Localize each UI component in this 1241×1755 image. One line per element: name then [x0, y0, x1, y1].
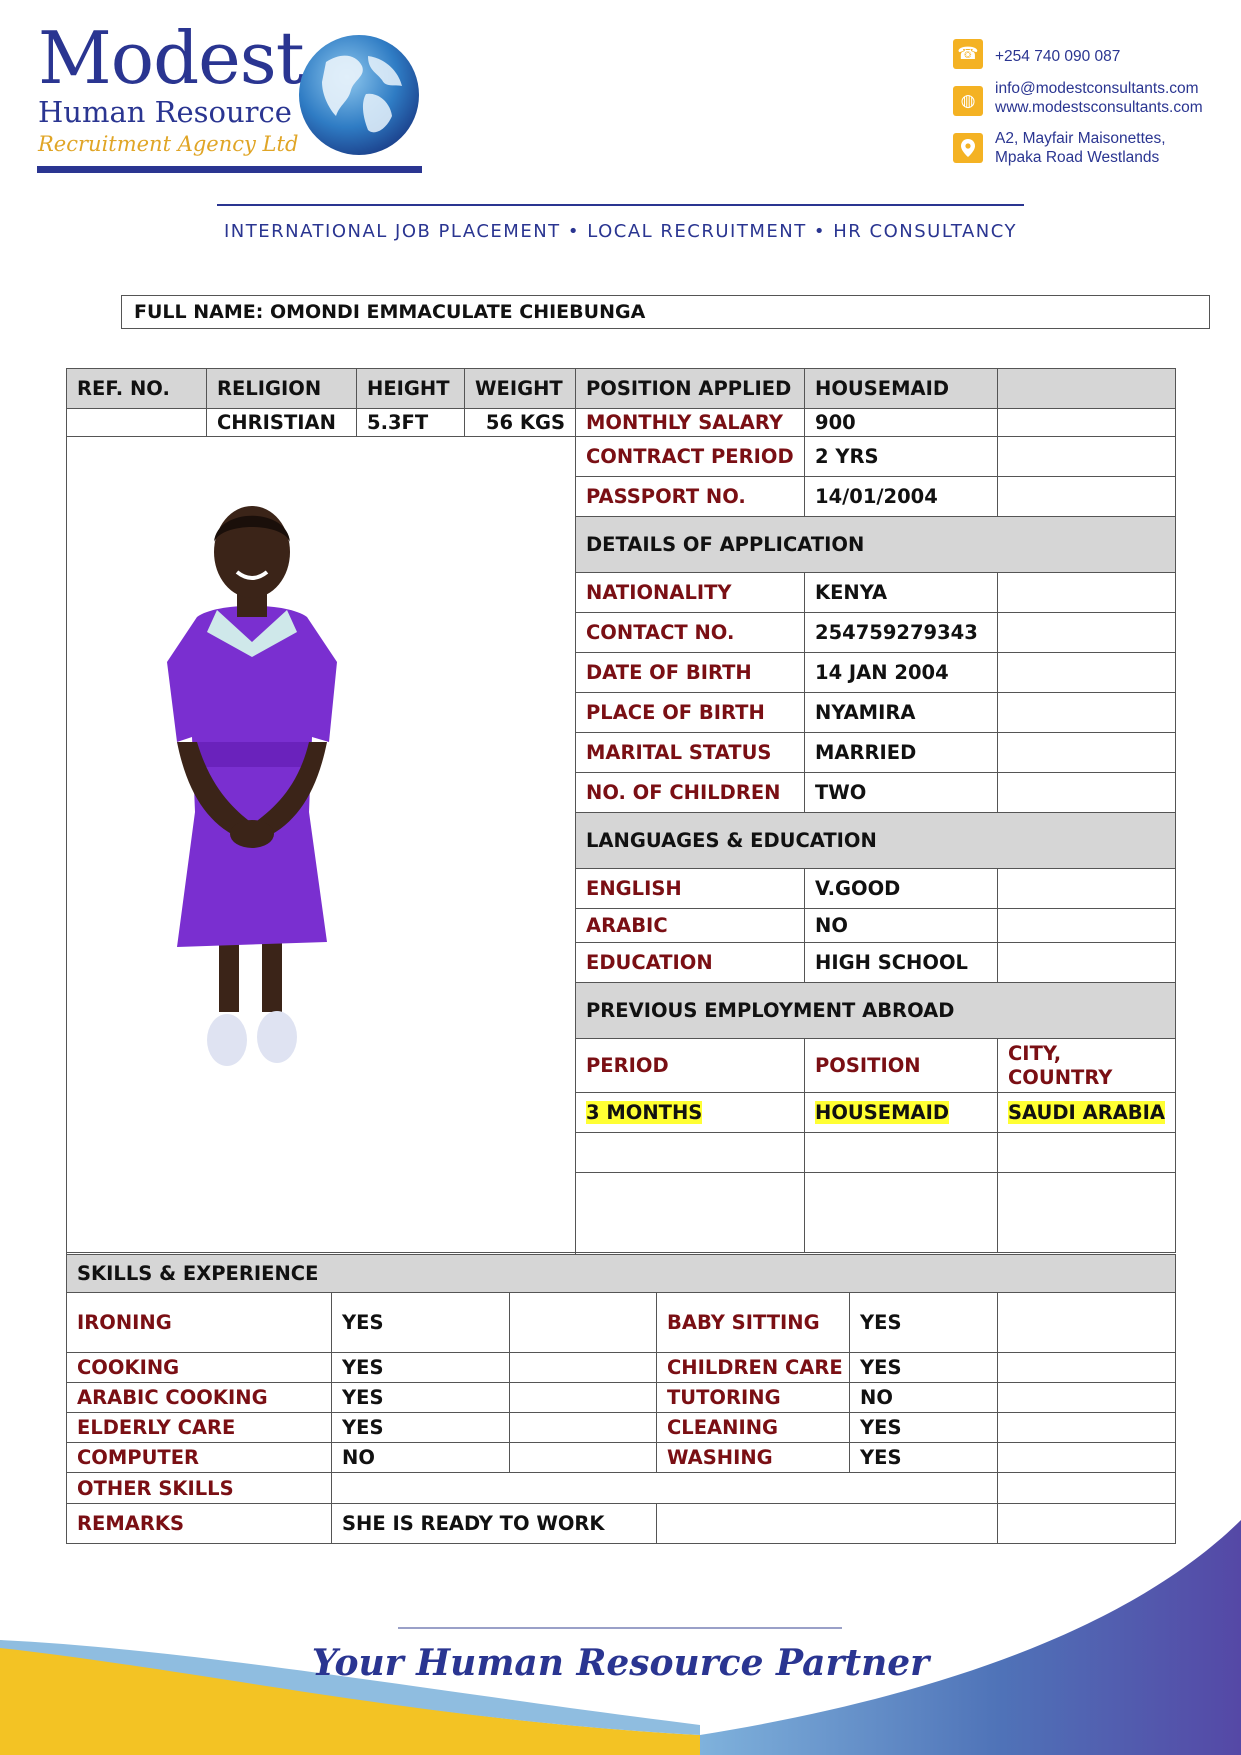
- logo-underline: [37, 166, 422, 173]
- logo-tagline: Recruitment Agency Ltd: [38, 132, 299, 156]
- nationality-value: KENYA: [805, 573, 998, 613]
- header-weight: WEIGHT: [465, 369, 576, 409]
- skill-children-care-value: YES: [850, 1353, 998, 1383]
- contact-website: www.modestsconsultants.com: [995, 99, 1203, 116]
- full-name: FULL NAME: OMONDI EMMACULATE CHIEBUNGA: [121, 295, 1210, 329]
- place-of-birth-label: PLACE OF BIRTH: [576, 693, 805, 733]
- section-languages-education: LANGUAGES & EDUCATION: [576, 813, 1176, 869]
- skill-elderly-care-value: YES: [332, 1413, 510, 1443]
- height-value: 5.3FT: [357, 409, 465, 437]
- header-height: HEIGHT: [357, 369, 465, 409]
- skill-cooking-label: COOKING: [67, 1353, 332, 1383]
- skill-elderly-care-label: ELDERLY CARE: [67, 1413, 332, 1443]
- contact-address-line2: Mpaka Road Westlands: [995, 149, 1160, 166]
- footer-divider: [398, 1627, 842, 1629]
- skill-arabic-cooking-value: YES: [332, 1383, 510, 1413]
- skill-baby-sitting-label: BABY SITTING: [657, 1293, 850, 1353]
- skill-cleaning-value: YES: [850, 1413, 998, 1443]
- marital-status-label: MARITAL STATUS: [576, 733, 805, 773]
- phone-icon: ☎: [953, 39, 983, 69]
- contract-period-value: 2 YRS: [805, 437, 998, 477]
- arabic-value: NO: [805, 909, 998, 943]
- skill-ironing-label: IRONING: [67, 1293, 332, 1353]
- contract-period-label: CONTRACT PERIOD: [576, 437, 805, 477]
- no-of-children-label: NO. OF CHILDREN: [576, 773, 805, 813]
- skills-table: [66, 1254, 1176, 1544]
- skill-ironing-value: YES: [332, 1293, 510, 1353]
- skill-cleaning-label: CLEANING: [657, 1413, 850, 1443]
- employment-city-country: SAUDI ARABIA: [1008, 1101, 1166, 1124]
- skill-computer-value: NO: [332, 1443, 510, 1473]
- date-of-birth-value: 14 JAN 2004: [805, 653, 998, 693]
- skill-tutoring-value: NO: [850, 1383, 998, 1413]
- footer-slogan: Your Human Resource Partner: [311, 1642, 930, 1684]
- contact-address-line1: A2, Mayfair Maisonettes,: [995, 130, 1166, 147]
- marital-status-value: MARRIED: [805, 733, 998, 773]
- photo-cell: [67, 437, 576, 1253]
- contact-phone: +254 740 090 087: [995, 48, 1121, 65]
- remarks-value: SHE IS READY TO WORK: [332, 1504, 657, 1544]
- section-skills-experience: SKILLS & EXPERIENCE: [67, 1255, 1176, 1293]
- position-header: POSITION: [805, 1039, 998, 1093]
- other-skills-label: OTHER SKILLS: [67, 1473, 332, 1504]
- footer-wave: [0, 1520, 1241, 1755]
- english-label: ENGLISH: [576, 869, 805, 909]
- contact-no-label: CONTACT NO.: [576, 613, 805, 653]
- position-applied-value: HOUSEMAID: [805, 369, 998, 409]
- section-previous-employment: PREVIOUS EMPLOYMENT ABROAD: [576, 983, 1176, 1039]
- remarks-label: REMARKS: [67, 1504, 332, 1544]
- contact-no-value: 254759279343: [805, 613, 998, 653]
- skill-cooking-value: YES: [332, 1353, 510, 1383]
- contact-email: info@modestconsultants.com: [995, 80, 1199, 97]
- logo-title: Modest: [38, 16, 304, 100]
- location-pin-icon: [953, 133, 983, 163]
- skill-baby-sitting-value: YES: [850, 1293, 998, 1353]
- arabic-label: ARABIC: [576, 909, 805, 943]
- services-tagline: INTERNATIONAL JOB PLACEMENT • LOCAL RECRUITMENT • HR CONSULTANCY: [223, 221, 1018, 242]
- skill-washing-label: WASHING: [657, 1443, 850, 1473]
- monthly-salary-value: 900: [805, 409, 998, 437]
- education-value: HIGH SCHOOL: [805, 943, 998, 983]
- header-religion: RELIGION: [207, 369, 357, 409]
- globe-icon: ◍: [953, 86, 983, 116]
- skill-tutoring-label: TUTORING: [657, 1383, 850, 1413]
- applicant-details-table: [66, 368, 1176, 1253]
- applicant-photo: [137, 492, 367, 1072]
- header-ref-no: REF. NO.: [67, 369, 207, 409]
- skill-arabic-cooking-label: ARABIC COOKING: [67, 1383, 332, 1413]
- no-of-children-value: TWO: [805, 773, 998, 813]
- other-skills-value: [332, 1473, 998, 1504]
- city-country-header: CITY, COUNTRY: [998, 1039, 1176, 1093]
- employment-position: HOUSEMAID: [815, 1101, 950, 1124]
- section-details-of-application: DETAILS OF APPLICATION: [576, 517, 1176, 573]
- passport-no-value: 14/01/2004: [805, 477, 998, 517]
- employment-period: 3 MONTHS: [586, 1101, 703, 1124]
- skill-washing-value: YES: [850, 1443, 998, 1473]
- weight-value: 56 KGS: [465, 409, 576, 437]
- skill-computer-label: COMPUTER: [67, 1443, 332, 1473]
- monthly-salary-label: MONTHLY SALARY: [576, 409, 805, 437]
- ref-no-value: [67, 409, 207, 437]
- date-of-birth-label: DATE OF BIRTH: [576, 653, 805, 693]
- education-label: EDUCATION: [576, 943, 805, 983]
- english-value: V.GOOD: [805, 869, 998, 909]
- religion-value: CHRISTIAN: [207, 409, 357, 437]
- logo-subtitle: Human Resource: [38, 95, 292, 129]
- skill-children-care-label: CHILDREN CARE: [657, 1353, 850, 1383]
- globe-logo-icon: [296, 32, 422, 158]
- passport-no-label: PASSPORT NO.: [576, 477, 805, 517]
- nationality-label: NATIONALITY: [576, 573, 805, 613]
- place-of-birth-value: NYAMIRA: [805, 693, 998, 733]
- period-header: PERIOD: [576, 1039, 805, 1093]
- position-applied-label: POSITION APPLIED: [576, 369, 805, 409]
- divider: [217, 204, 1024, 206]
